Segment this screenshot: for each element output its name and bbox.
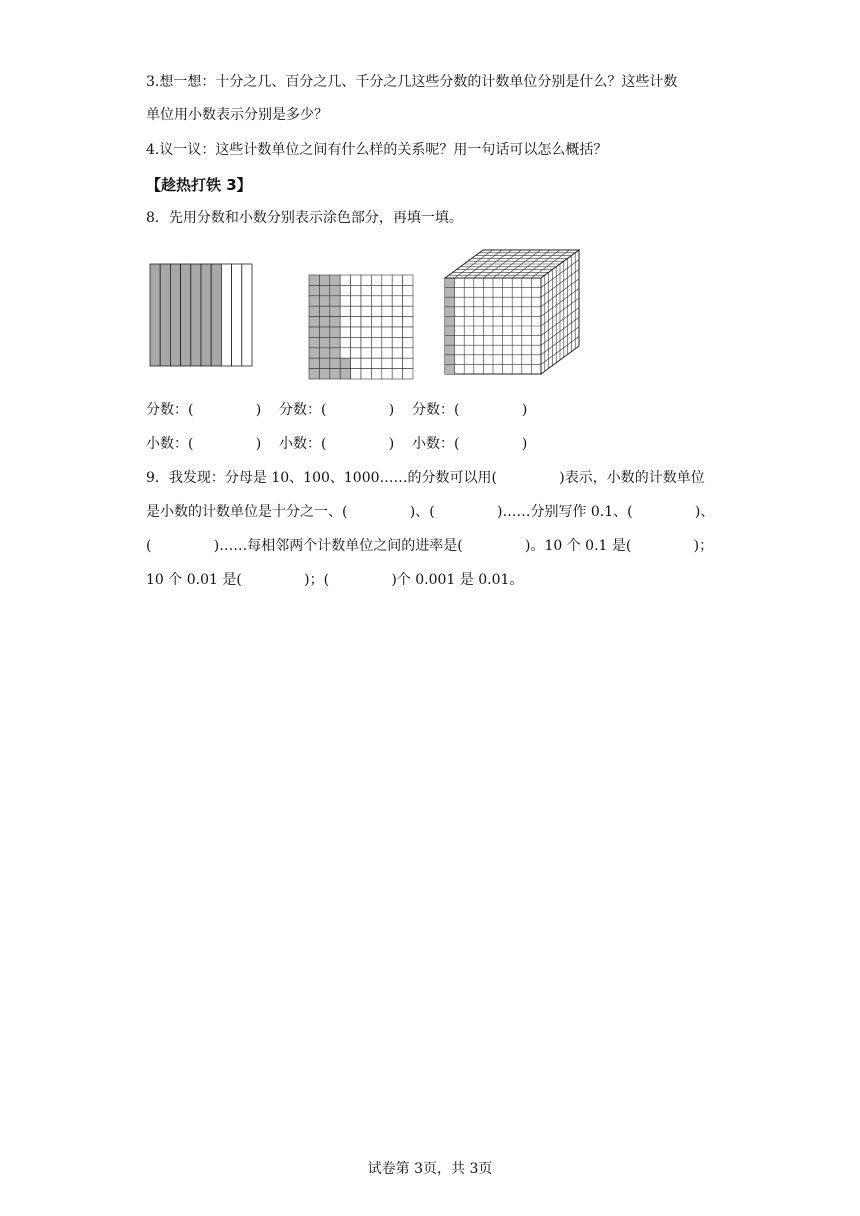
question-8: 8．先用分数和小数分别表示涂色部分，再填一填。 xyxy=(146,210,463,226)
grid-cell xyxy=(403,306,413,316)
grid-cell xyxy=(382,306,392,316)
strip xyxy=(242,264,252,366)
grid-cell xyxy=(330,275,340,285)
grid-figure xyxy=(308,274,414,380)
grid-cell xyxy=(403,317,413,327)
grid-cell xyxy=(340,369,350,379)
question-9-line-2: 是小数的计数单位是十分之一、( )、( )……分别写作 0.1、( )、 xyxy=(146,504,715,520)
strip xyxy=(170,264,180,366)
grid-cell xyxy=(319,285,329,295)
grid-cell xyxy=(403,337,413,347)
grid-cell xyxy=(330,296,340,306)
grid-cell xyxy=(392,306,402,316)
grid-cell xyxy=(351,296,361,306)
grid-cell xyxy=(392,317,402,327)
grid-cell xyxy=(330,317,340,327)
strip xyxy=(221,264,231,366)
grid-cell xyxy=(392,285,402,295)
grid-cell xyxy=(371,358,381,368)
grid-cell xyxy=(361,337,371,347)
grid-cell xyxy=(309,348,319,358)
grid-cell xyxy=(319,337,329,347)
grid-cell xyxy=(371,275,381,285)
grid-cell xyxy=(351,285,361,295)
grid-cell xyxy=(361,358,371,368)
grid-cell xyxy=(392,337,402,347)
grid-cell xyxy=(340,337,350,347)
grid-cell xyxy=(371,296,381,306)
grid-cell xyxy=(319,317,329,327)
grid-cell xyxy=(382,296,392,306)
grid-cell xyxy=(330,327,340,337)
grid-cell xyxy=(309,306,319,316)
grid-cell xyxy=(309,285,319,295)
grid-cell xyxy=(351,317,361,327)
grid-cell xyxy=(330,306,340,316)
grid-cell xyxy=(371,348,381,358)
strip xyxy=(150,264,160,366)
grid-cell xyxy=(361,348,371,358)
grid-cell xyxy=(382,317,392,327)
grid-cell xyxy=(351,348,361,358)
question-9-line-4: 10 个 0.01 是( )；( )个 0.001 是 0.01。 xyxy=(146,572,524,588)
question-9-line-1: 9．我发现：分母是 10、100、1000……的分数可以用( )表示，小数的计数单位 xyxy=(146,470,705,486)
grid-cell xyxy=(403,358,413,368)
cube-figure xyxy=(444,248,584,378)
grid-cell xyxy=(361,285,371,295)
grid-cell xyxy=(382,275,392,285)
grid-cell xyxy=(319,275,329,285)
grid-cell xyxy=(309,296,319,306)
grid-cell xyxy=(351,337,361,347)
grid-cell xyxy=(403,285,413,295)
strip xyxy=(211,264,221,366)
grid-cell xyxy=(361,275,371,285)
grid-cell xyxy=(371,337,381,347)
grid-cell xyxy=(351,306,361,316)
grid-cell xyxy=(403,275,413,285)
grid-cell xyxy=(309,337,319,347)
grid-cell xyxy=(392,296,402,306)
grid-cell xyxy=(340,275,350,285)
grid-cell xyxy=(392,348,402,358)
grid-cell xyxy=(392,327,402,337)
grid-cell xyxy=(392,369,402,379)
strip xyxy=(160,264,170,366)
grid-cell xyxy=(340,306,350,316)
grid-cell xyxy=(392,275,402,285)
strip xyxy=(201,264,211,366)
grid-cell xyxy=(371,285,381,295)
grid-cell xyxy=(340,296,350,306)
question-3-line-1: 3.想一想：十分之几、百分之几、千分之几这些分数的计数单位分别是什么？这些计数 xyxy=(146,74,678,90)
grid-cell xyxy=(340,327,350,337)
grid-cell xyxy=(361,327,371,337)
strip xyxy=(191,264,201,366)
grid-cell xyxy=(371,369,381,379)
grid-cell xyxy=(351,358,361,368)
grid-cell xyxy=(361,369,371,379)
grid-cell xyxy=(382,369,392,379)
grid-cell xyxy=(319,296,329,306)
grid-cell xyxy=(309,327,319,337)
grid-cell xyxy=(319,358,329,368)
grid-cell xyxy=(403,327,413,337)
grid-cell xyxy=(309,275,319,285)
grid-cell xyxy=(351,369,361,379)
grid-cell xyxy=(319,306,329,316)
grid-cell xyxy=(319,348,329,358)
question-3-line-2: 单位用小数表示分别是多少？ xyxy=(146,107,328,123)
grid-cell xyxy=(382,285,392,295)
grid-cell xyxy=(309,369,319,379)
grid-cell xyxy=(361,296,371,306)
grid-cell xyxy=(330,337,340,347)
grid-cell xyxy=(309,358,319,368)
grid-cell xyxy=(319,327,329,337)
strips-figure xyxy=(146,258,258,370)
strip xyxy=(232,264,242,366)
grid-cell xyxy=(382,348,392,358)
grid-cell xyxy=(361,317,371,327)
grid-cell xyxy=(382,358,392,368)
grid-cell xyxy=(382,337,392,347)
grid-cell xyxy=(371,327,381,337)
grid-cell xyxy=(351,327,361,337)
strip xyxy=(181,264,191,366)
grid-cell xyxy=(403,296,413,306)
grid-cell xyxy=(361,306,371,316)
grid-cell xyxy=(371,317,381,327)
grid-cell xyxy=(403,348,413,358)
answer-row-fraction: 分数：( ) 分数：( ) 分数：( ) xyxy=(146,402,528,418)
grid-cell xyxy=(340,285,350,295)
grid-cell xyxy=(319,369,329,379)
question-9-line-3: ( )……每相邻两个计数单位之间的进率是( )。10 个 0.1 是( )； xyxy=(146,538,714,554)
grid-cell xyxy=(371,306,381,316)
grid-cell xyxy=(382,327,392,337)
grid-cell xyxy=(340,317,350,327)
section-title: 【趁热打铁 3】 xyxy=(146,176,252,194)
grid-cell xyxy=(330,358,340,368)
grid-cell xyxy=(330,369,340,379)
grid-cell xyxy=(392,358,402,368)
answer-row-decimal: 小数：( ) 小数：( ) 小数：( ) xyxy=(146,436,528,452)
grid-cell xyxy=(330,348,340,358)
grid-cell xyxy=(340,348,350,358)
grid-cell xyxy=(351,275,361,285)
grid-cell xyxy=(403,369,413,379)
grid-cell xyxy=(309,317,319,327)
grid-cell xyxy=(330,285,340,295)
grid-cell xyxy=(340,358,350,368)
question-4: 4.议一议：这些计数单位之间有什么样的关系呢？用一句话可以怎么概括？ xyxy=(146,142,608,158)
page-footer: 试卷第 3页，共 3页 xyxy=(367,1161,493,1177)
